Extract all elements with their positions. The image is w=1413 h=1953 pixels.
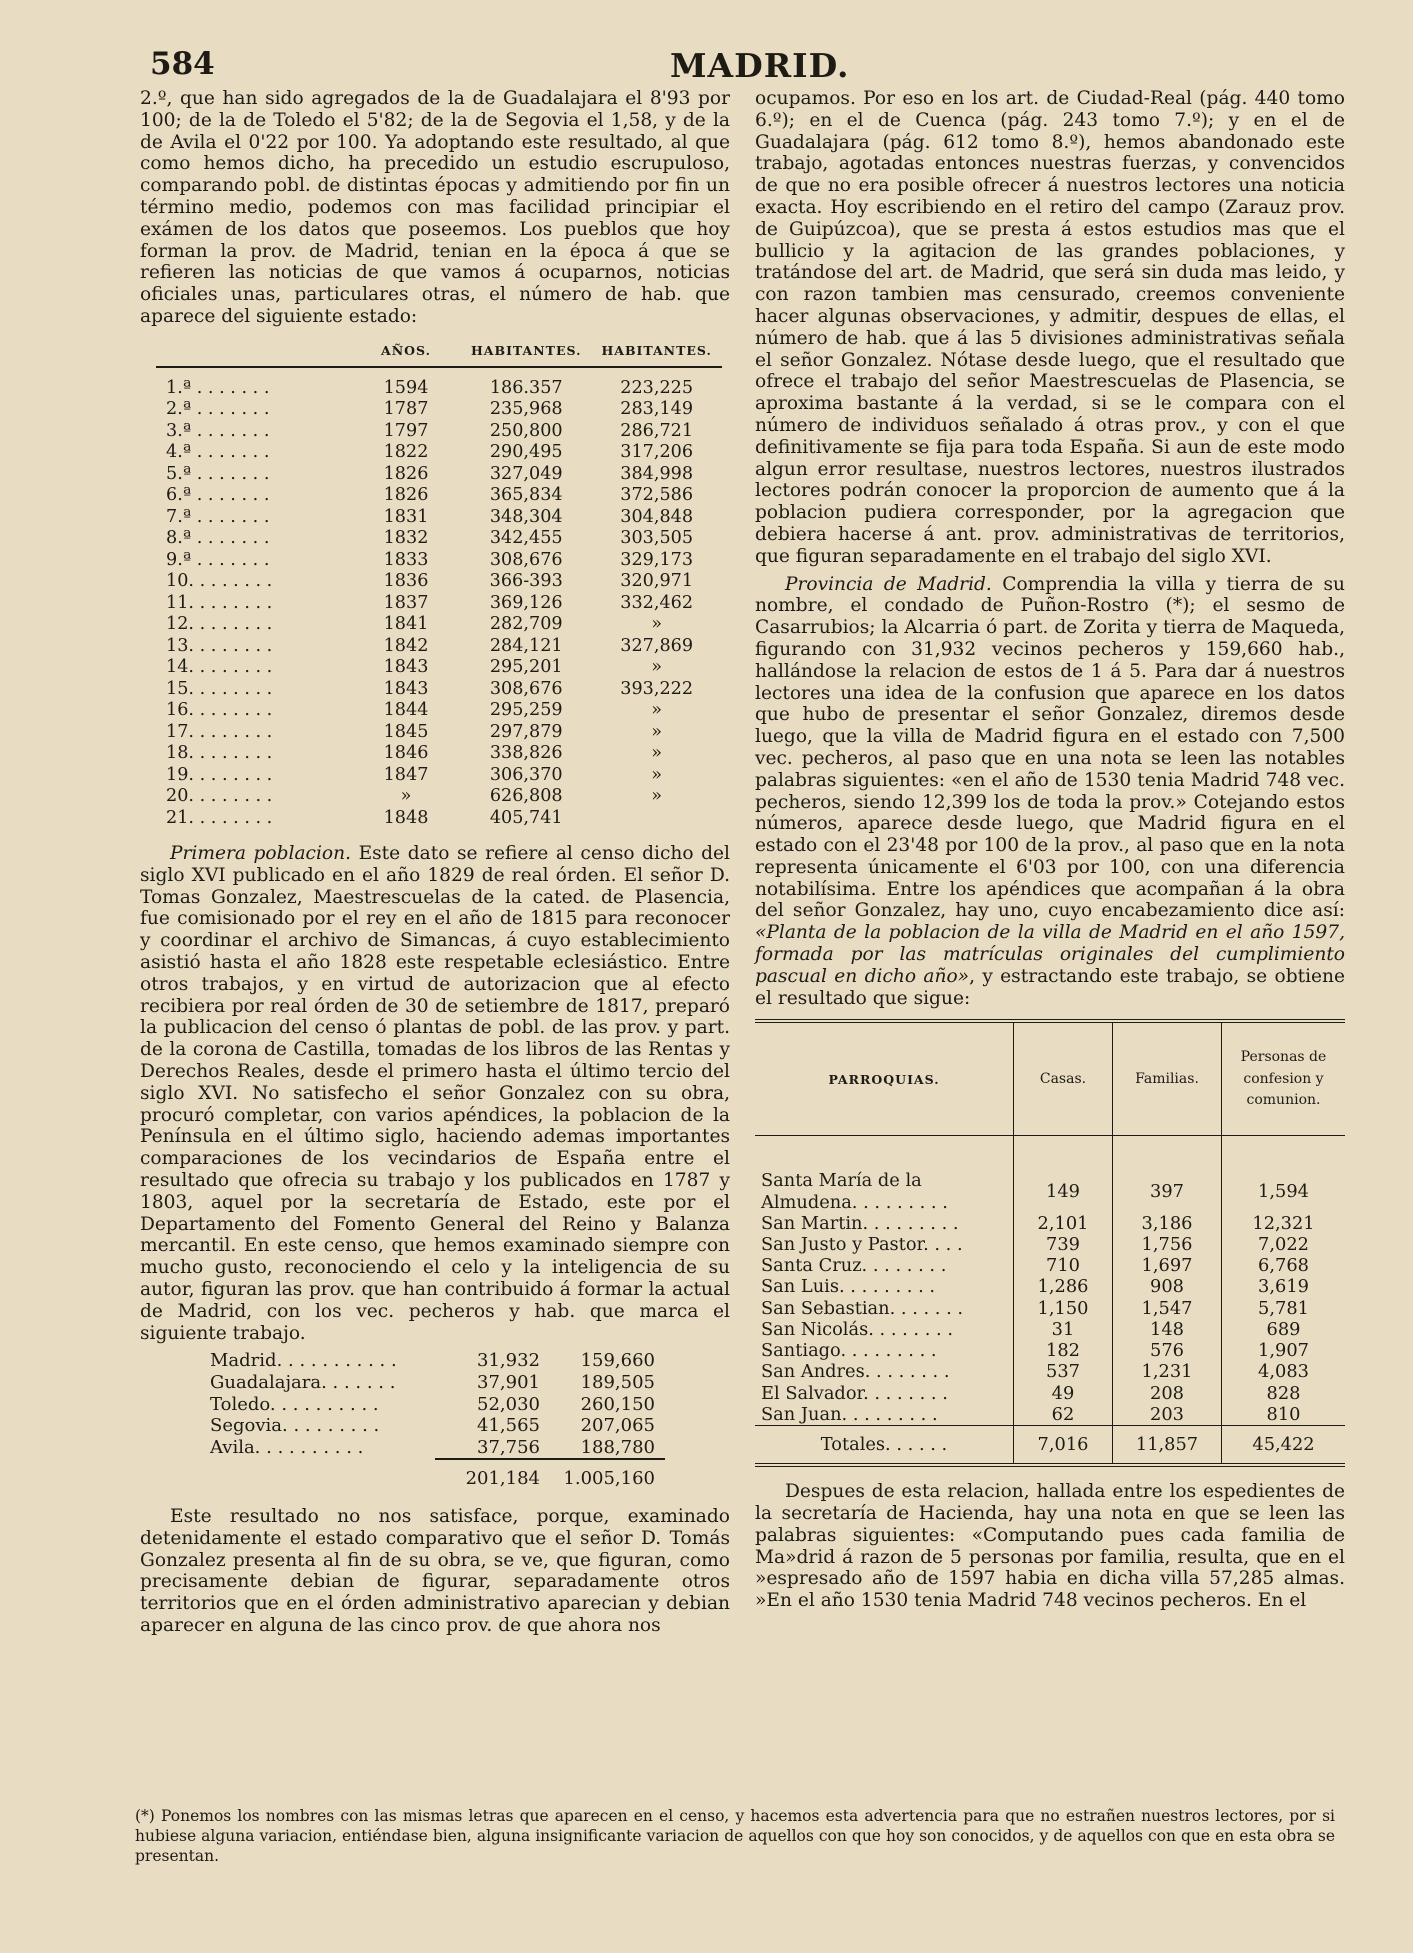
census-label: 21. . . . . . . . [166, 807, 273, 828]
parish-personas: 7,022 [1258, 1234, 1309, 1256]
parish-casas: 62 [1014, 1404, 1113, 1426]
census-row [156, 722, 722, 744]
province-vec: 31,932 [477, 1350, 540, 1372]
census-label: 8.ª . . . . . . . [166, 528, 270, 549]
parish-personas: 1,594 [1258, 1181, 1309, 1203]
census-hab2: 372,586 [620, 485, 694, 506]
parish-familias: 576 [1113, 1340, 1222, 1361]
parish-name: San Justo y Pastor. . . . [755, 1234, 1014, 1255]
province-name: Guadalajara. . . . . . . [210, 1371, 396, 1393]
census-hab2: 223,225 [620, 377, 694, 398]
parish-body [755, 1136, 1345, 1425]
province-sums-body [200, 1350, 665, 1459]
census-hab1: 295,259 [489, 700, 563, 721]
parish-name: El Salvador. . . . . . . . [755, 1383, 1014, 1404]
parish-name: Santiago. . . . . . . . . [755, 1340, 1014, 1361]
census-hab1: 297,879 [489, 721, 563, 742]
parish-familias: 908 [1113, 1276, 1222, 1297]
census-body [156, 367, 722, 830]
census-row [156, 550, 722, 572]
paragraph-lead: Primera poblacion. [170, 843, 351, 865]
census-label: 2.ª . . . . . . . [166, 399, 270, 420]
census-row [156, 614, 722, 636]
parish-name: San Andres. . . . . . . . [755, 1361, 1014, 1382]
parish-name: San Martin. . . . . . . . . [755, 1213, 1014, 1234]
footnote: (*) Ponemos los nombres con las mismas letras que aparecen en el censo, y hacemos esta advertencia para que no estrañen nuestros lectores, por si hubiese alguna variacion, entiéndase bien, alguna insignificante variacion de aquellos con que hoy son conocidos, y de aquellos con que en esta obra se presentan. [135, 1807, 1335, 1865]
parish-personas: 810 [1266, 1403, 1301, 1425]
census-hab1: 308,676 [489, 678, 563, 699]
census-label: 12. . . . . . . . [166, 614, 273, 635]
census-header-hab2: HABITANTES. [591, 334, 721, 367]
census-hab1: 405,741 [489, 807, 563, 828]
census-row [156, 765, 722, 787]
parish-name: Santa María de la Almudena. . . . . . . . . [755, 1170, 1014, 1212]
parish-familias: 1,231 [1113, 1361, 1222, 1382]
parish-personas: 12,321 [1252, 1212, 1315, 1234]
census-row [156, 679, 722, 701]
parish-header-personas: Personas de confesion y comunion. [1222, 1021, 1346, 1136]
census-year: » [400, 786, 412, 807]
paragraph: 2.º, que han sido agregados de la de Guadalajara el 8'93 por 100; de la de Toledo el 5'82; de la de Segovia el 1,58, y de la de Avila el 0'22 por 100. Ya adoptando este resultado, al que como hemos dicho, ha precedido un estudio escrupuloso, comparando pobl. de distintas épocas y admitiendo por fin un término medio, podemos con mas facilidad principiar el exámen de los datos que poseemos. Los pueblos que hoy forman la prov. de Madrid, tenian en la época á que se refieren las noticias de que vamos á ocuparnos, noticias oficiales unas, particulares otras, el número de hab. que aparece del siguiente estado: [140, 88, 730, 327]
census-label: 19. . . . . . . . [166, 764, 273, 785]
census-hab1: 348,304 [489, 506, 563, 527]
census-label: 18. . . . . . . . [166, 743, 273, 764]
census-row [156, 485, 722, 507]
right-column [755, 88, 1345, 1618]
census-year: 1844 [383, 700, 429, 721]
census-label: 5.ª . . . . . . . [166, 463, 270, 484]
census-year: 1832 [383, 528, 429, 549]
province-hab: 189,505 [580, 1371, 655, 1393]
province-sums-row [200, 1372, 665, 1394]
census-hab2: 283,149 [620, 399, 694, 420]
paragraph [140, 843, 730, 1344]
census-hab1: 284,121 [489, 635, 563, 656]
census-year: 1826 [383, 463, 429, 484]
census-hab1: 365,834 [489, 485, 563, 506]
parish-casas: 1,150 [1014, 1298, 1113, 1319]
census-row [156, 700, 722, 722]
parish-familias: 208 [1113, 1383, 1222, 1404]
parish-personas: 3,619 [1258, 1276, 1309, 1298]
census-row [156, 786, 722, 808]
province-name: Segovia. . . . . . . . . [210, 1415, 380, 1437]
census-label: 11. . . . . . . . [166, 592, 273, 613]
census-hab2: » [651, 700, 663, 721]
parish-table [755, 1019, 1345, 1467]
census-label: 20. . . . . . . . [166, 786, 273, 807]
left-column [140, 88, 730, 1643]
census-row [156, 808, 722, 830]
census-label: 1.ª . . . . . . . [166, 377, 270, 398]
parish-totals-personas: 45,422 [1222, 1425, 1346, 1465]
province-name: Madrid. . . . . . . . . . . [210, 1350, 397, 1372]
province-name: Toledo. . . . . . . . . . [210, 1393, 379, 1415]
province-sums-row [200, 1394, 665, 1416]
parish-name: San Luis. . . . . . . . . [755, 1276, 1014, 1297]
parish-header-casas: Casas. [1014, 1021, 1113, 1136]
parish-totals-label: Totales. . . . . . [755, 1425, 1014, 1465]
census-row [156, 743, 722, 765]
parish-row [755, 1319, 1345, 1340]
province-sums-total-hab: 1.005,160 [563, 1468, 655, 1490]
census-row [156, 571, 722, 593]
census-hab2: 317,206 [620, 442, 694, 463]
census-hab1: 626,808 [489, 786, 563, 807]
province-hab: 188,780 [550, 1437, 665, 1460]
parish-header-name: PARROQUIAS. [755, 1021, 1014, 1136]
parish-casas: 1,286 [1014, 1276, 1113, 1297]
running-title: MADRID. [670, 46, 850, 85]
census-year: 1833 [383, 549, 429, 570]
census-label: 7.ª . . . . . . . [166, 506, 270, 527]
census-row [156, 399, 722, 421]
parish-familias: 1,697 [1113, 1255, 1222, 1276]
page-header [150, 46, 1330, 86]
census-label: 14. . . . . . . . [166, 657, 273, 678]
census-hab2: 286,721 [620, 420, 694, 441]
parish-personas: 1,907 [1258, 1340, 1309, 1362]
census-row [156, 367, 722, 400]
census-hab2: 329,173 [620, 549, 694, 570]
parish-row [755, 1383, 1345, 1404]
census-year: 1837 [383, 592, 429, 613]
census-row [156, 507, 722, 529]
census-hab2: 320,971 [620, 571, 694, 592]
parish-familias: 1,756 [1113, 1234, 1222, 1255]
parish-familias: 203 [1113, 1404, 1222, 1426]
parish-row [755, 1404, 1345, 1426]
census-hab2: » [651, 764, 663, 785]
paragraph-body: Este dato se refiere al censo dicho del siglo XVI publicado en el año 1829 de real órden. El señor D. Tomas Gonzalez, Maestrescuelas de la cated. de Plasencia, fue comisionado por el rey en el año de 1815 para reconocer y coordinar el archivo de Simancas, á cuyo establecimiento asistió hasta el año 1828 este respetable eclesiástico. Entre otros trabajos, y en virtud de autorizacion que al efecto recibiera por real órden de 30 de setiembre de 1817, preparó la publicacion del censo ó plantas de pobl. de las prov. y part. de la corona de Castilla, tomadas de los libros de las Rentas y Derechos Reales, desde el primero hasta el último tercio del siglo XVI. No satisfecho el señor Gonzalez con su obra, procuró completar, con varios apéndices, la poblacion de la Península en el último siglo, haciendo ademas importantes comparaciones de los vecindarios de España entre el resultado que ofrecia su trabajo y los publicados en 1787 y 1803, aquel por la secretaría de Estado, este por el Departamento del Fomento General del Reino y Balanza mercantil. En este censo, que hemos examinado siempre con mucho gusto, reconociendo el celo y la inteligencia de su autor, figuran las prov. que han contribuido á formar la actual de Madrid, con los vec. pecheros y hab. que marca el siguiente trabajo. [140, 843, 730, 1344]
census-row [156, 421, 722, 443]
paragraph: Despues de esta relacion, hallada entre los espedientes de la secretaría de Hacienda, hay una nota en que se leen las palabras siguientes: «Computando pues cada familia de Ma»drid á razon de 5 personas por familia, resulta, que en el »espresado año de 1597 habia en dicha villa 57,285 almas. »En el año 1530 tenia Madrid 748 vecinos pecheros. En el [755, 1481, 1345, 1612]
parish-name: San Sebastian. . . . . . . [755, 1298, 1014, 1319]
census-label: 10. . . . . . . . [166, 571, 273, 592]
province-sums-table [200, 1350, 665, 1490]
parish-totals-casas: 7,016 [1014, 1425, 1113, 1465]
census-hab1: 186.357 [489, 377, 563, 398]
parish-name: San Juan. . . . . . . . . [755, 1404, 1014, 1426]
parish-casas: 31 [1014, 1319, 1113, 1340]
census-hab2 [591, 808, 721, 830]
paragraph [755, 574, 1345, 1010]
parish-personas: 689 [1266, 1318, 1301, 1340]
census-year: 1847 [383, 764, 429, 785]
census-hab1: 338,826 [489, 743, 563, 764]
census-year: 1831 [383, 506, 429, 527]
parish-casas: 182 [1014, 1340, 1113, 1361]
province-vec: 37,756 [435, 1437, 550, 1460]
parish-totals-familias: 11,857 [1113, 1425, 1222, 1465]
parish-personas: 4,083 [1258, 1361, 1309, 1383]
census-hab2: 384,998 [620, 463, 694, 484]
census-label: 13. . . . . . . . [166, 635, 273, 656]
census-hab1: 295,201 [489, 657, 563, 678]
parish-casas: 537 [1014, 1361, 1113, 1382]
census-hab2: 327,869 [620, 635, 694, 656]
census-header-blank [156, 334, 351, 367]
census-hab2: » [651, 721, 663, 742]
census-hab1: 235,968 [489, 399, 563, 420]
census-label: 4.ª . . . . . . . [166, 442, 270, 463]
parish-row [755, 1255, 1345, 1276]
parish-row [755, 1276, 1345, 1297]
parish-row [755, 1170, 1345, 1212]
parish-name: San Nicolás. . . . . . . . [755, 1319, 1014, 1340]
parish-header-familias: Familias. [1113, 1021, 1222, 1136]
census-hab1: 308,676 [489, 549, 563, 570]
census-header-hab1: HABITANTES. [461, 334, 591, 367]
census-label: 17. . . . . . . . [166, 721, 273, 742]
parish-header-row [755, 1021, 1345, 1136]
census-label: 15. . . . . . . . [166, 678, 273, 699]
census-hab1: 342,455 [489, 528, 563, 549]
census-year: 1826 [383, 485, 429, 506]
paragraph-body: Comprendia la villa y tierra de su nombre, el condado de Puñon-Rostro (*); el sesmo de Casarrubios; la Alcarria ó part. de Zorita y tierra de Maqueda, figurando con 31,932 vecinos pecheros y 159,660 hab., hallándose la relacion de estos de 1 á 5. Para dar á nuestros lectores una idea de la confusion que aparece en los datos que hubo de presentar el señor Gonzalez, diremos desde luego, que la villa de Madrid figura en el estado con 7,500 vec. pecheros, al paso que en una nota se leen las notables palabras siguientes: «en el año de 1530 tenia Madrid 748 vec. pecheros, siendo 12,399 los de toda la prov.» Cotejando estos números, aparece desde luego, que Madrid figura en el estado con el 23'48 por 100 de la prov., al paso que en la nota representa únicamente el 6'03 por 100, con una diferencia notabilísima. Entre los apéndices que acompañan á la obra del señor Gonzalez, hay uno, cuyo encabezamiento dice así: [755, 573, 1345, 922]
census-hab1: 366-393 [489, 571, 563, 592]
census-year: 1843 [383, 657, 429, 678]
province-hab: 207,065 [580, 1415, 655, 1437]
province-vec: 37,901 [477, 1371, 540, 1393]
parish-personas: 5,781 [1258, 1297, 1309, 1319]
parish-casas: 149 [1014, 1170, 1113, 1212]
parish-row [755, 1340, 1345, 1361]
parish-row [755, 1361, 1345, 1382]
census-hab2: » [651, 743, 663, 764]
census-hab1: 369,126 [489, 592, 563, 613]
province-sums-row [200, 1437, 665, 1460]
parish-familias: 3,186 [1113, 1213, 1222, 1234]
province-vec: 52,030 [477, 1393, 540, 1415]
province-hab: 159,660 [580, 1350, 655, 1372]
province-name: Avila. . . . . . . . . . [210, 1437, 364, 1459]
province-hab: 260,150 [580, 1393, 655, 1415]
parish-spacer-row [755, 1136, 1345, 1171]
province-sums-row [200, 1415, 665, 1437]
census-hab1: 290,495 [489, 442, 563, 463]
parish-personas: 6,768 [1258, 1255, 1309, 1277]
census-hab1: 250,800 [489, 420, 563, 441]
census-table [156, 334, 722, 829]
census-hab1: 306,370 [489, 764, 563, 785]
parish-casas: 2,101 [1014, 1213, 1113, 1234]
census-hab2: 303,505 [620, 528, 694, 549]
census-hab2: 393,222 [620, 678, 694, 699]
census-hab2: » [651, 657, 663, 678]
province-sums-total-vec: 201,184 [465, 1468, 540, 1490]
paragraph-italic-quote: «Planta de la poblacion de la villa de Madrid en el año 1597, formada por las matrículas originales del cumplimiento pascual en dicho año» [755, 922, 1345, 987]
parish-personas: 828 [1266, 1382, 1301, 1404]
province-sums-total-label [200, 1459, 435, 1490]
province-sums-row [200, 1350, 665, 1372]
census-label: 16. . . . . . . . [166, 700, 273, 721]
census-year: 1797 [383, 420, 429, 441]
census-row [156, 593, 722, 615]
census-hab1: 327,049 [489, 463, 563, 484]
census-year: 1843 [383, 678, 429, 699]
census-hab2: 332,462 [620, 592, 694, 613]
parish-casas: 739 [1014, 1234, 1113, 1255]
census-year: 1845 [383, 721, 429, 742]
paragraph-lead: Provincia de Madrid. [785, 573, 992, 595]
parish-row [755, 1298, 1345, 1319]
census-row [156, 657, 722, 679]
parish-familias: 148 [1113, 1319, 1222, 1340]
census-year: 1841 [383, 614, 429, 635]
census-hab2: 304,848 [620, 506, 694, 527]
census-row [156, 442, 722, 464]
parish-casas: 49 [1014, 1383, 1113, 1404]
province-vec: 41,565 [477, 1415, 540, 1437]
census-row [156, 528, 722, 550]
page-number: 584 [150, 46, 215, 82]
census-hab2: » [651, 614, 663, 635]
census-label: 6.ª . . . . . . . [166, 485, 270, 506]
census-header-row [156, 334, 722, 367]
census-year: 1822 [383, 442, 429, 463]
province-sums-total-row [200, 1459, 665, 1490]
parish-casas: 710 [1014, 1255, 1113, 1276]
parish-familias: 397 [1113, 1170, 1222, 1212]
census-row [156, 636, 722, 658]
parish-name: Santa Cruz. . . . . . . . [755, 1255, 1014, 1276]
parish-row [755, 1213, 1345, 1234]
census-row [156, 464, 722, 486]
census-year: 1848 [383, 807, 429, 828]
census-label: 9.ª . . . . . . . [166, 549, 270, 570]
census-hab2: » [651, 786, 663, 807]
census-year: 1842 [383, 635, 429, 656]
census-year: 1787 [383, 399, 429, 420]
census-label: 3.ª . . . . . . . [166, 420, 270, 441]
census-year: 1594 [383, 377, 429, 398]
parish-totals-row [755, 1425, 1345, 1465]
paragraph: Este resultado no nos satisface, porque, examinado detenidamente el estado comparativo que el señor D. Tomás Gonzalez presenta al fin de su obra, se ve, que figuran, como precisamente debian de figurar, separadamente otros territorios que en el órden administrativo aparecian y debian aparecer en alguna de las cinco prov. de que ahora nos [140, 1505, 730, 1636]
paragraph-tail: , y estractando este trabajo, se obtiene el resultado que sigue: [755, 965, 1345, 1009]
census-year: 1836 [383, 571, 429, 592]
census-hab1: 282,709 [489, 614, 563, 635]
census-year: 1846 [383, 743, 429, 764]
parish-familias: 1,547 [1113, 1298, 1222, 1319]
paragraph: ocupamos. Por eso en los art. de Ciudad-Real (pág. 440 tomo 6.º); en el de Cuenca (pág. 243 tomo 7.º); y en el de Guadalajara (pág. 612 tomo 8.º), hemos abandonado este trabajo, agotadas entonces nuestras fuerzas, y convencidos de que no era posible ofrecer á nuestros lectores una noticia exacta. Hoy escribiendo en el retiro del campo (Zarauz prov. de Guipúzcoa), que se presta á estos estudios mas que el bullicio y la agitacion de las grandes poblaciones, y tratándose del art. de Madrid, que será sin duda mas leido, y con razon tambien mas censurado, creemos conveniente hacer algunas observaciones, y admitir, despues de ellas, el número de hab. que á las 5 divisiones administrativas señala el señor Gonzalez. Nótase desde luego, que el resultado que ofrece el trabajo del señor Maestrescuelas de Plasencia, se aproxima bastante á la verdad, si se le compara con el número de individuos señalado á otras prov., y con el que definitivamente se fija para toda España. Si aun de este modo algun error resultase, nuestros lectores, nuestros ilustrados lectores podrán conocer la proporcion de aumento que á la poblacion pudiera corresponder, por la agregacion que debiera hacerse á ant. prov. administrativas de territorios, que figuran separadamente en el trabajo del siglo XVI. [755, 88, 1345, 567]
parish-row [755, 1234, 1345, 1255]
census-header-years: AÑOS. [351, 334, 461, 367]
